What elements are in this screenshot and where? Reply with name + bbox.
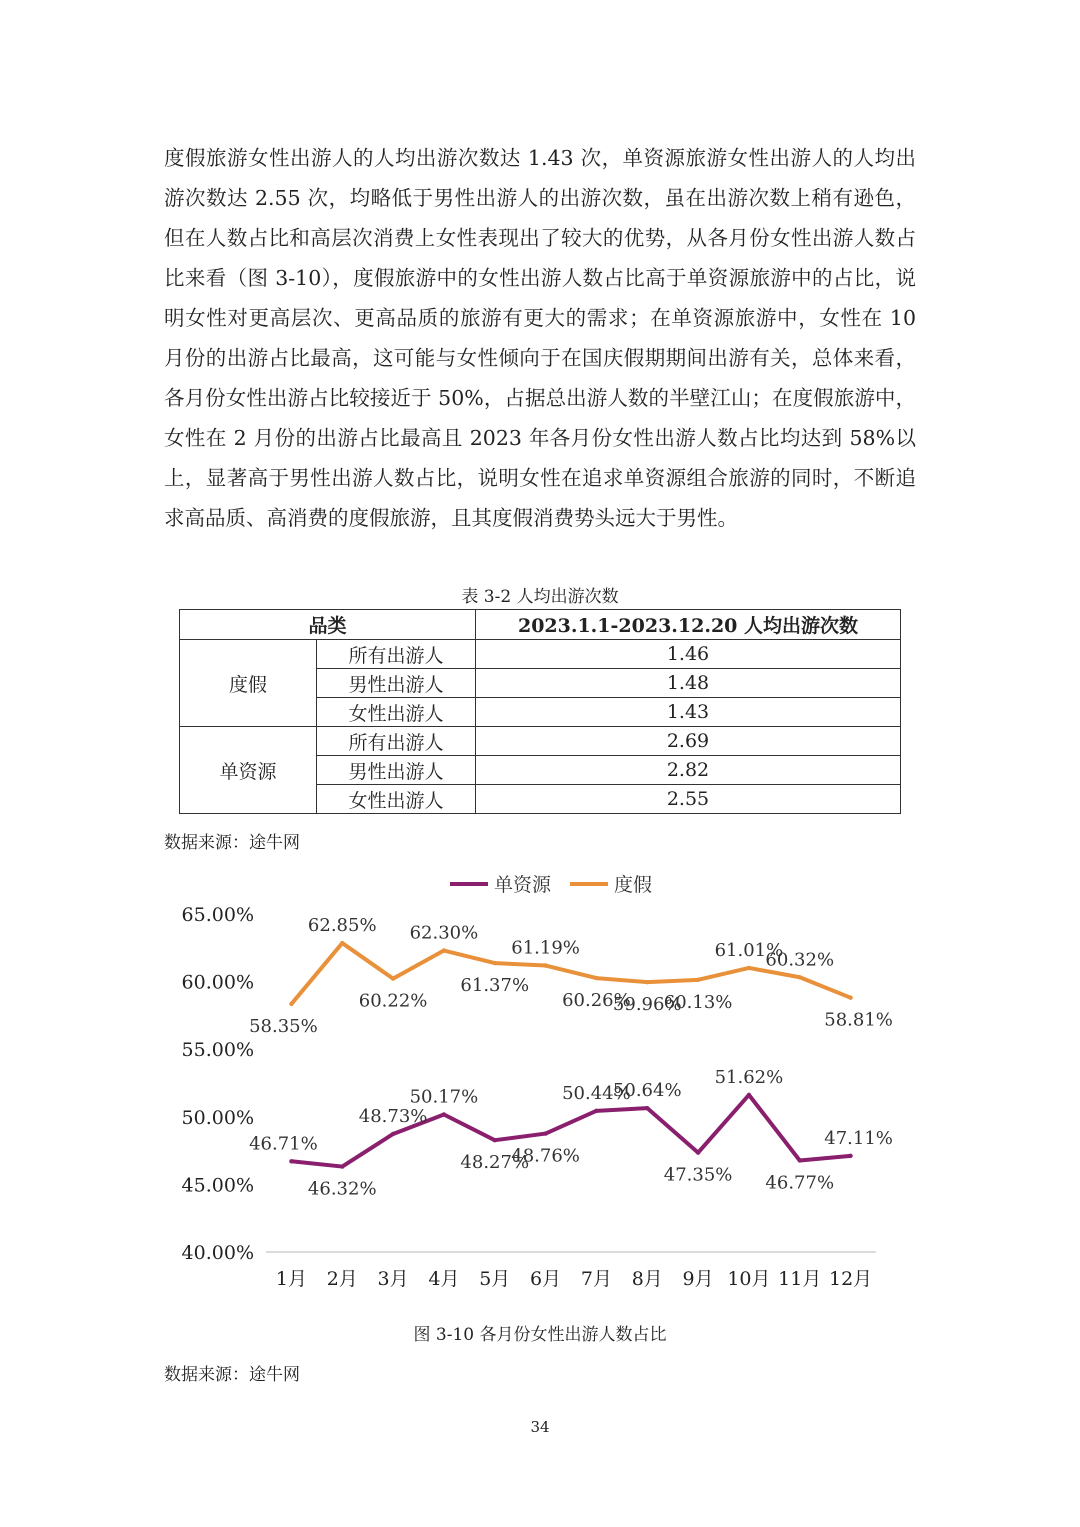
data-point [594,976,598,980]
data-point [289,1002,293,1006]
table-row [180,727,901,756]
row-label: 所有出游人 [317,727,476,756]
data-point [645,980,649,984]
data-label: 58.35% [249,1015,318,1037]
x-tick-label: 8月 [631,1268,663,1290]
data-label: 51.62% [714,1066,784,1088]
x-tick-label: 6月 [530,1268,562,1290]
x-tick-label: 4月 [428,1268,460,1290]
x-tick-label: 10月 [727,1268,771,1290]
data-point [442,948,446,952]
body-paragraph: 度假旅游女性出游人的人均出游次数达 1.43 次，单资源旅游女性出游人的人均出游次数达 2.55 次，均略低于男性出游人的出游次数，虽在出游次数上稍有逊色，但在人数占比和高层次消费上女性表现出了较大的优势，从各月份女性出游人数占比来看（图 3-10），度假旅游中的女性出游人数占比高于单资源旅游中的占比，说明女性对更高层次、更高品质的旅游有更大的需求；在单资源旅游中，女性在 10 月份的出游占比最高，这可能与女性倾向于在国庆假期期间出游有关，总体来看，各月份女性出游占比较接近于 50%，占据总出游人数的半壁江山；在度假旅游中，女性在 2 月份的出游占比最高且 2023 年各月份女性出游人数占比均达到 58%以上，显著高于男性出游人数占比，说明女性在追求单资源组合旅游的同时，不断追求高品质、高消费的度假旅游，且其度假消费势头远大于男性。 [164,146,916,530]
table-source: 数据来源：途牛网 [164,833,300,853]
data-point [289,1159,293,1163]
data-label: 47.11% [824,1127,893,1149]
data-label: 46.32% [307,1178,377,1200]
data-label: 50.17% [409,1086,479,1108]
data-label: 59.96% [612,994,682,1016]
data-point [798,1158,802,1162]
x-tick-label: 1月 [275,1268,307,1290]
monthly-female-share-chart [170,862,900,1302]
header-value: 2023.1.1-2023.12.20 人均出游次数 [476,610,901,640]
x-tick-label: 5月 [479,1268,511,1290]
data-point [848,995,852,999]
y-tick-label: 65.00% [181,904,254,926]
data-point [696,1150,700,1154]
table-caption: 表 3-2 人均出游次数 [461,587,619,607]
data-label: 50.64% [612,1080,682,1102]
data-label: 62.85% [307,915,377,937]
data-point [645,1106,649,1110]
data-label: 48.27% [460,1152,530,1174]
data-label: 60.32% [765,949,835,971]
data-point [594,1109,598,1113]
x-tick-label: 11月 [778,1268,822,1290]
y-tick-label: 60.00% [181,971,254,994]
header-category: 品类 [180,610,476,640]
data-label: 61.19% [511,937,580,959]
data-point [747,1093,751,1097]
data-point [391,1132,395,1136]
data-point [493,1138,497,1142]
row-label: 所有出游人 [317,640,476,669]
data-point [848,1154,852,1158]
x-tick-label: 9月 [682,1268,714,1290]
data-label: 58.81% [824,1009,893,1031]
row-value: 2.55 [476,785,901,814]
figure-source: 数据来源：途牛网 [164,1365,300,1385]
figure-caption: 图 3-10 各月份女性出游人数占比 [413,1325,667,1345]
data-point [493,961,497,965]
data-point [543,1131,547,1135]
group-name: 单资源 [180,727,317,814]
row-label: 女性出游人 [317,785,476,814]
table-header-row [180,610,901,640]
data-label: 60.26% [562,990,631,1012]
data-point [543,963,547,967]
y-tick-label: 50.00% [181,1106,254,1129]
group-name: 度假 [180,640,317,727]
row-value: 2.82 [476,756,901,785]
data-point [391,976,395,980]
y-tick-label: 55.00% [181,1039,254,1062]
data-label: 61.37% [460,975,530,997]
legend-label: 度假 [614,874,653,896]
row-value: 2.69 [476,727,901,756]
data-point [696,978,700,982]
data-label: 61.01% [714,939,784,961]
row-label: 男性出游人 [317,756,476,785]
row-value: 1.48 [476,669,901,698]
x-tick-label: 7月 [580,1268,612,1290]
x-tick-label: 2月 [326,1268,358,1290]
trips-per-capita-table [179,609,901,814]
data-point [798,975,802,979]
data-label: 60.13% [663,991,733,1013]
data-label: 46.77% [765,1172,835,1194]
data-point [340,941,344,945]
page-number: 34 [530,1418,550,1436]
data-label: 48.73% [358,1105,428,1127]
x-tick-label: 12月 [828,1268,873,1290]
table-row [180,640,901,669]
data-label: 62.30% [409,922,479,944]
data-point [442,1112,446,1116]
data-point [747,966,751,970]
x-tick-label: 3月 [377,1268,409,1290]
row-value: 1.46 [476,640,901,669]
row-label: 男性出游人 [317,669,476,698]
data-label: 48.76% [511,1145,580,1167]
data-label: 47.35% [663,1164,733,1186]
data-label: 50.44% [562,1082,631,1104]
row-value: 1.43 [476,698,901,727]
y-tick-label: 45.00% [181,1174,254,1197]
data-label: 46.71% [249,1133,318,1155]
data-point [340,1164,344,1168]
legend-label: 单资源 [494,874,552,896]
y-tick-label: 40.00% [181,1242,254,1264]
row-label: 女性出游人 [317,698,476,727]
data-label: 60.22% [358,990,428,1012]
